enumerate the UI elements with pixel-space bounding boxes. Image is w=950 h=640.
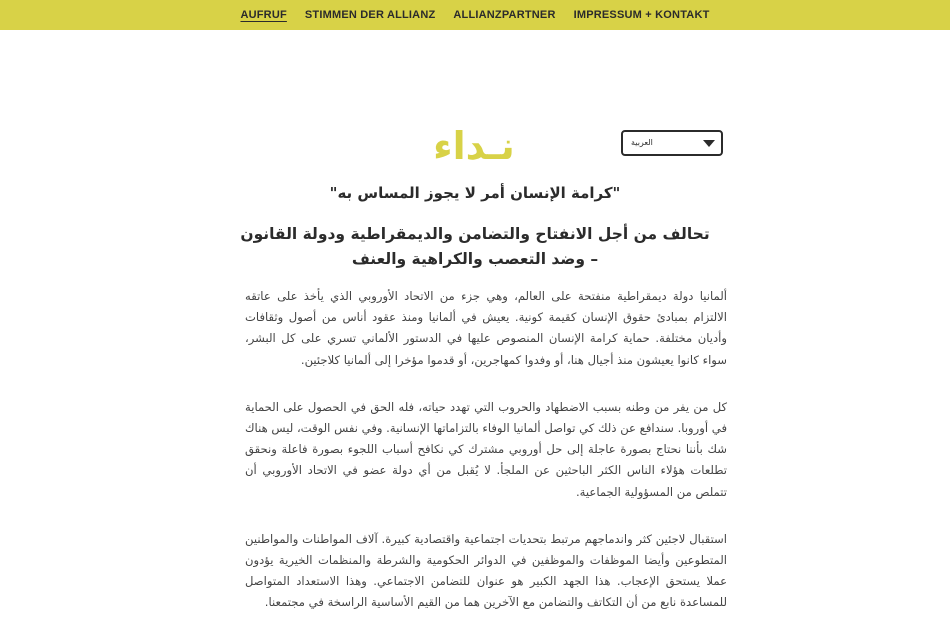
chevron-down-icon xyxy=(703,140,715,147)
paragraph: ألمانيا دولة ديمقراطية منفتحة على العالم، وهي جزء من الاتحاد الأوروبي الذي يأخذ على عاتقه الالتزام بمبادئ حقوق الإنسان كقيمة كونية. يعيش في ألمانيا ومنذ عقود أناس من أصول وثقافات وأديان مختلفة. حماية كرامة الإنسان المنصوص عليها في الدستور الألماني تسري على كل البشر، سواء كانوا يعيشون منذ أجيال هنا، أو وفدوا كمهاجرين، أو قدموا مؤخرا إلى ألمانيا كلاجئين. xyxy=(245,289,727,367)
quote-heading: "كرامة الإنسان أمر لا يجوز المساس به" xyxy=(329,184,621,202)
nav-item-aufruf[interactable]: AUFRUF xyxy=(240,9,287,21)
subtitle-heading: تحالف من أجل الانفتاح والتضامن والديمقراطية ودولة القانون – وضد التعصب والكراهية والعنف xyxy=(240,225,710,268)
language-select-value: العربية xyxy=(631,138,653,147)
paragraph: استقبال لاجئين كثر واندماجهم مرتبط بتحديات اجتماعية واقتصادية كبيرة. آلاف المواطنات والمواطنين المتطوعين وأيضا الموظفات والموظفين في الدوائر الحكومية والشرطة والمنظمات الخيرية يؤدون عملا يستحق الإعجاب. هذا الجهد الكبير هو عنوان للتضامن الاجتماعي. وهذا الاستعداد المتواصل للمساعدة نابع من أن التكاتف والتضامن مع الآخرين هما من القيم الأساسية الراسخة في مجتمعنا. xyxy=(245,531,727,610)
language-select[interactable] xyxy=(621,130,723,156)
main-nav xyxy=(0,0,950,30)
article-body xyxy=(245,286,727,640)
paragraph: كل من يفر من وطنه بسبب الاضطهاد والحروب التي تهدد حياته، فله الحق في الحصول على الحماية في أوروبا. سندافع عن ذلك كي تواصل ألمانيا الوفاء بالتزاماتها الإنسانية. وفي نفس الوقت، ليس هناك شك بأننا نحتاج بصورة عاجلة إلى حل أوروبي مشترك كي نكافح أسباب اللجوء بصورة فاعلة ونحقق تطلعات هؤلاء الناس الكثر الباحثين عن الملجأ. لا يُقبل من أي دولة عضو في الاتحاد الأوروبي أن تتملص من المسؤولية الجماعية. xyxy=(245,399,727,499)
nav-item-allianzpartner[interactable]: ALLIANZPARTNER xyxy=(453,9,556,21)
nav-item-stimmen-der-allianz[interactable]: STIMMEN DER ALLIANZ xyxy=(304,9,436,21)
nav-item-impressum-kontakt[interactable]: IMPRESSUM + KONTAKT xyxy=(573,9,710,21)
page-title: نـداء xyxy=(433,124,515,168)
